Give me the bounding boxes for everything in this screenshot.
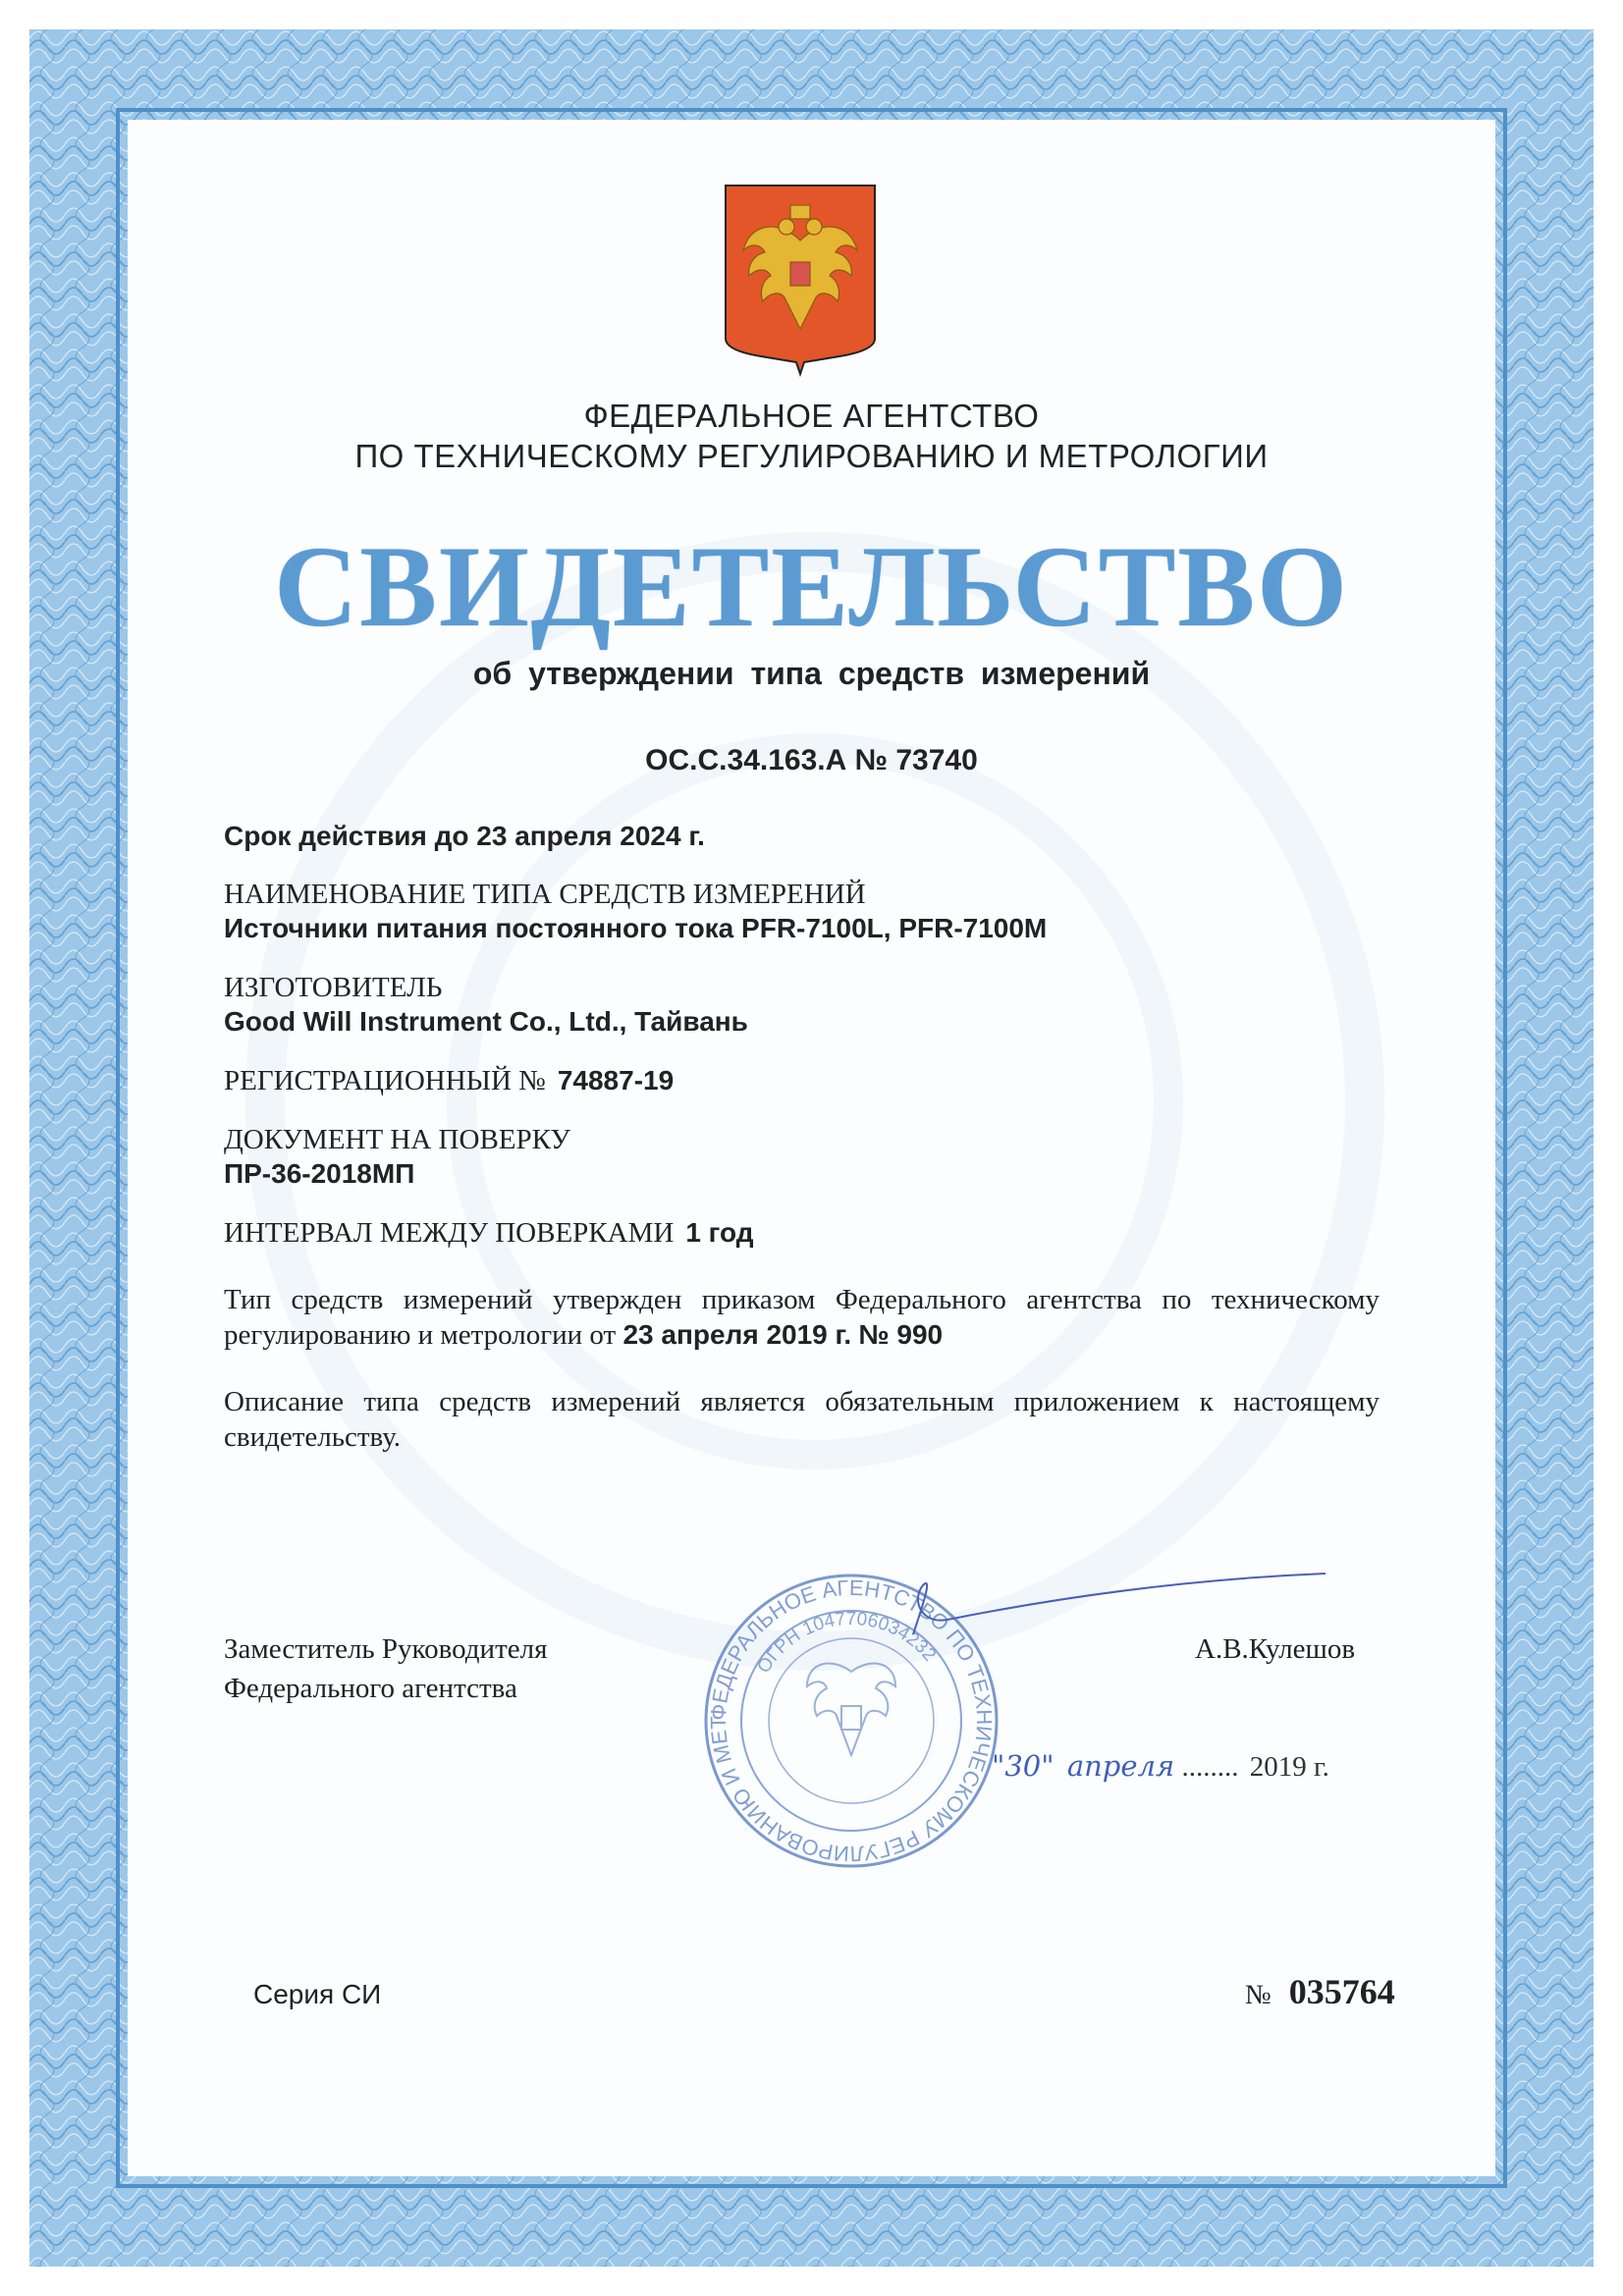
form-number xyxy=(1245,1971,1395,2012)
certificate-subtitle: об утверждении типа средств измерений xyxy=(472,656,1151,691)
order-number: № 990 xyxy=(858,1319,944,1350)
interval-row xyxy=(224,1217,753,1250)
registration-value: 74887-19 xyxy=(557,1065,675,1095)
agency-name-line1: ФЕДЕРАЛЬНОЕ АГЕНТСТВО xyxy=(583,398,1040,434)
order-date: 23 апреля 2019 г. xyxy=(622,1319,852,1350)
sign-date-month: апреля xyxy=(1066,1749,1175,1783)
signatory-position-line1: Заместитель Руководителя xyxy=(224,1633,548,1665)
certificate-title: СВИДЕТЕЛЬСТВО xyxy=(274,522,1349,651)
manufacturer-label: ИЗГОТОВИТЕЛЬ xyxy=(224,972,443,1003)
instrument-type-value: Источники питания постоянного тока PFR-7100L, PFR-7100M xyxy=(224,913,1048,943)
interval-label: ИНТЕРВАЛ МЕЖДУ ПОВЕРКАМИ xyxy=(224,1217,675,1249)
signatory-position-line2: Федерального агентства xyxy=(224,1673,517,1704)
series-label: Серия СИ xyxy=(253,1979,382,2009)
stamp-ring-text: ФЕДЕРАЛЬНОЕ АГЕНТСТВО ПО ТЕХНИЧЕСКОМУ РЕГУЛИРОВАНИЮ И МЕТ xyxy=(705,1575,998,1867)
sign-date-day: "30" xyxy=(992,1749,1055,1783)
signatory-name: А.В.Кулешов xyxy=(1195,1633,1356,1665)
form-number-label: № xyxy=(1245,1980,1271,2010)
form-number-value: 035764 xyxy=(1288,1972,1395,2011)
sign-date-dots: ........ xyxy=(1181,1751,1239,1783)
verification-document-value: ПР-36-2018МП xyxy=(224,1158,415,1189)
registration-label: РЕГИСТРАЦИОННЫЙ № xyxy=(224,1065,546,1096)
sign-date-year: 2019 г. xyxy=(1249,1751,1329,1783)
agency-name-line2: ПО ТЕХНИЧЕСКОМУ РЕГУЛИРОВАНИЮ И МЕТРОЛОГИИ xyxy=(354,438,1269,474)
instrument-type-label: НАИМЕНОВАНИЕ ТИПА СРЕДСТВ ИЗМЕРЕНИЙ xyxy=(224,879,866,910)
handwritten-signature xyxy=(864,1566,1335,1644)
order-paragraph-text: Тип средств измерений утвержден приказом Федерального агентства по техническому регулированию и метрологии от xyxy=(224,1284,1380,1351)
manufacturer-value: Good Will Instrument Co., Ltd., Тайвань xyxy=(224,1006,748,1037)
description-paragraph: Описание типа средств измерений является обязательным приложением к настоящему свидетельству. xyxy=(224,1386,1380,1453)
certificate-number: ОС.С.34.163.А № 73740 xyxy=(645,744,978,776)
registration-row xyxy=(224,1065,674,1097)
sign-date xyxy=(992,1749,1329,1784)
order-paragraph xyxy=(224,1282,1380,1353)
verification-document-label: ДОКУМЕНТ НА ПОВЕРКУ xyxy=(224,1124,570,1155)
coat-of-arms-emblem xyxy=(722,182,879,378)
stamp-ogrn-text: ОГРН 1047706034232 xyxy=(753,1608,941,1678)
interval-value: 1 год xyxy=(685,1217,754,1248)
validity-date: Срок действия до 23 апреля 2024 г. xyxy=(224,821,705,851)
